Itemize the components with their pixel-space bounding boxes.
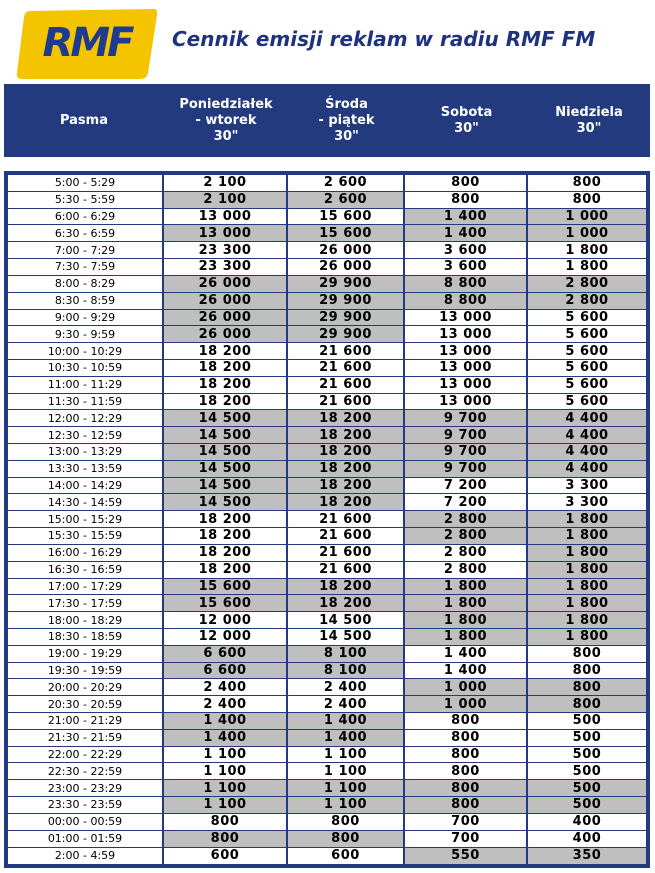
cell-niedziela: 4 400 bbox=[528, 461, 646, 478]
cell-sobota: 1 400 bbox=[405, 663, 528, 680]
table-row bbox=[8, 276, 646, 293]
table-row bbox=[8, 797, 646, 814]
cell-pasmo: 23:30 - 23:59 bbox=[8, 797, 164, 814]
table-row bbox=[8, 646, 646, 663]
cell-sr-pt: 800 bbox=[288, 831, 405, 848]
table-row bbox=[8, 528, 646, 545]
rmf-logo bbox=[16, 7, 158, 81]
header-sr-pt bbox=[288, 84, 405, 157]
header-sobota bbox=[405, 84, 528, 157]
table-row bbox=[8, 696, 646, 713]
cell-sobota: 8 800 bbox=[405, 293, 528, 310]
cell-niedziela: 1 800 bbox=[528, 562, 646, 579]
cell-pasmo: 16:30 - 16:59 bbox=[8, 562, 164, 579]
cell-pon-wt: 18 200 bbox=[164, 394, 288, 411]
cell-pon-wt: 6 600 bbox=[164, 663, 288, 680]
cell-pasmo: 21:00 - 21:29 bbox=[8, 713, 164, 730]
cell-sr-pt: 600 bbox=[288, 848, 405, 865]
cell-pasmo: 14:30 - 14:59 bbox=[8, 494, 164, 511]
cell-pon-wt: 1 100 bbox=[164, 797, 288, 814]
cell-pon-wt: 26 000 bbox=[164, 310, 288, 327]
cell-sobota: 1 000 bbox=[405, 696, 528, 713]
cell-sr-pt: 21 600 bbox=[288, 528, 405, 545]
cell-niedziela: 1 000 bbox=[528, 209, 646, 226]
cell-sr-pt: 29 900 bbox=[288, 310, 405, 327]
table-row bbox=[8, 545, 646, 562]
cell-pasmo: 7:00 - 7:29 bbox=[8, 242, 164, 259]
cell-pasmo: 11:30 - 11:59 bbox=[8, 394, 164, 411]
cell-pon-wt: 23 300 bbox=[164, 259, 288, 276]
cell-sr-pt: 800 bbox=[288, 814, 405, 831]
table-row bbox=[8, 427, 646, 444]
header-niedziela-line-2: 30" bbox=[576, 120, 602, 136]
header-niedziela bbox=[528, 84, 650, 157]
cell-pon-wt: 14 500 bbox=[164, 478, 288, 495]
cell-niedziela: 1 800 bbox=[528, 612, 646, 629]
cell-sr-pt: 8 100 bbox=[288, 646, 405, 663]
cell-pasmo: 17:30 - 17:59 bbox=[8, 595, 164, 612]
cell-sr-pt: 1 100 bbox=[288, 797, 405, 814]
cell-pasmo: 22:00 - 22:29 bbox=[8, 747, 164, 764]
cell-pon-wt: 18 200 bbox=[164, 377, 288, 394]
cell-sobota: 13 000 bbox=[405, 343, 528, 360]
cell-sobota: 1 800 bbox=[405, 612, 528, 629]
cell-pon-wt: 1 400 bbox=[164, 713, 288, 730]
cell-pon-wt: 2 400 bbox=[164, 679, 288, 696]
cell-pon-wt: 2 400 bbox=[164, 696, 288, 713]
cell-pasmo: 12:30 - 12:59 bbox=[8, 427, 164, 444]
cell-sobota: 800 bbox=[405, 780, 528, 797]
table-row bbox=[8, 814, 646, 831]
cell-sr-pt: 29 900 bbox=[288, 326, 405, 343]
table-row bbox=[8, 848, 646, 865]
table-row bbox=[8, 293, 646, 310]
table-row bbox=[8, 461, 646, 478]
cell-sr-pt: 15 600 bbox=[288, 209, 405, 226]
cell-pon-wt: 15 600 bbox=[164, 595, 288, 612]
table-row bbox=[8, 713, 646, 730]
cell-sr-pt: 2 600 bbox=[288, 192, 405, 209]
table-row bbox=[8, 377, 646, 394]
cell-sr-pt: 1 100 bbox=[288, 763, 405, 780]
cell-pasmo: 8:30 - 8:59 bbox=[8, 293, 164, 310]
table-row bbox=[8, 831, 646, 848]
cell-pon-wt: 1 100 bbox=[164, 763, 288, 780]
header-sr-pt-line-2: - piątek bbox=[318, 112, 375, 128]
cell-sobota: 550 bbox=[405, 848, 528, 865]
table-row bbox=[8, 679, 646, 696]
cell-pasmo: 01:00 - 01:59 bbox=[8, 831, 164, 848]
cell-pasmo: 13:00 - 13:29 bbox=[8, 444, 164, 461]
cell-sr-pt: 2 600 bbox=[288, 175, 405, 192]
cell-sr-pt: 26 000 bbox=[288, 242, 405, 259]
cell-sr-pt: 18 200 bbox=[288, 410, 405, 427]
cell-sr-pt: 18 200 bbox=[288, 579, 405, 596]
cell-pasmo: 5:00 - 5:29 bbox=[8, 175, 164, 192]
cell-pasmo: 2:00 - 4:59 bbox=[8, 848, 164, 865]
cell-niedziela: 400 bbox=[528, 831, 646, 848]
cell-sr-pt: 21 600 bbox=[288, 562, 405, 579]
cell-niedziela: 5 600 bbox=[528, 310, 646, 327]
cell-sr-pt: 29 900 bbox=[288, 293, 405, 310]
cell-sr-pt: 1 100 bbox=[288, 780, 405, 797]
logo-text: RMF bbox=[42, 20, 132, 66]
cell-niedziela: 5 600 bbox=[528, 377, 646, 394]
cell-niedziela: 1 800 bbox=[528, 579, 646, 596]
header-pon-wt-line-2: - wtorek bbox=[195, 112, 257, 128]
cell-niedziela: 1 800 bbox=[528, 595, 646, 612]
cell-sobota: 3 600 bbox=[405, 242, 528, 259]
table-row bbox=[8, 763, 646, 780]
cell-pon-wt: 18 200 bbox=[164, 360, 288, 377]
cell-sr-pt: 18 200 bbox=[288, 494, 405, 511]
table-row bbox=[8, 595, 646, 612]
cell-sr-pt: 18 200 bbox=[288, 595, 405, 612]
cell-pasmo: 22:30 - 22:59 bbox=[8, 763, 164, 780]
cell-sr-pt: 21 600 bbox=[288, 377, 405, 394]
cell-sobota: 1 800 bbox=[405, 595, 528, 612]
cell-niedziela: 2 800 bbox=[528, 276, 646, 293]
cell-sr-pt: 21 600 bbox=[288, 360, 405, 377]
cell-pasmo: 16:00 - 16:29 bbox=[8, 545, 164, 562]
cell-sobota: 9 700 bbox=[405, 461, 528, 478]
cell-pasmo: 14:00 - 14:29 bbox=[8, 478, 164, 495]
cell-niedziela: 1 800 bbox=[528, 528, 646, 545]
header-pasma bbox=[4, 84, 164, 157]
cell-sobota: 7 200 bbox=[405, 494, 528, 511]
cell-pasmo: 20:00 - 20:29 bbox=[8, 679, 164, 696]
cell-sobota: 2 800 bbox=[405, 562, 528, 579]
cell-pasmo: 19:30 - 19:59 bbox=[8, 663, 164, 680]
cell-pasmo: 10:30 - 10:59 bbox=[8, 360, 164, 377]
cell-sobota: 1 400 bbox=[405, 209, 528, 226]
cell-sobota: 9 700 bbox=[405, 410, 528, 427]
cell-sobota: 2 800 bbox=[405, 528, 528, 545]
cell-pon-wt: 1 400 bbox=[164, 730, 288, 747]
price-table bbox=[8, 175, 646, 864]
cell-sr-pt: 18 200 bbox=[288, 427, 405, 444]
table-row bbox=[8, 225, 646, 242]
table-row bbox=[8, 175, 646, 192]
cell-sr-pt: 21 600 bbox=[288, 545, 405, 562]
cell-pasmo: 18:00 - 18:29 bbox=[8, 612, 164, 629]
cell-niedziela: 800 bbox=[528, 679, 646, 696]
header-pon-wt-line-1: Poniedziałek bbox=[179, 96, 273, 112]
header-sr-pt-line-3: 30" bbox=[334, 128, 359, 144]
cell-niedziela: 5 600 bbox=[528, 343, 646, 360]
table-row bbox=[8, 629, 646, 646]
cell-sobota: 1 800 bbox=[405, 629, 528, 646]
cell-niedziela: 500 bbox=[528, 780, 646, 797]
table-row bbox=[8, 343, 646, 360]
cell-sr-pt: 1 400 bbox=[288, 713, 405, 730]
table-row bbox=[8, 310, 646, 327]
cell-pon-wt: 14 500 bbox=[164, 494, 288, 511]
table-row bbox=[8, 209, 646, 226]
cell-niedziela: 500 bbox=[528, 747, 646, 764]
cell-niedziela: 800 bbox=[528, 646, 646, 663]
cell-niedziela: 4 400 bbox=[528, 444, 646, 461]
cell-sr-pt: 2 400 bbox=[288, 696, 405, 713]
table-row bbox=[8, 242, 646, 259]
cell-pon-wt: 18 200 bbox=[164, 545, 288, 562]
cell-sr-pt: 1 400 bbox=[288, 730, 405, 747]
cell-niedziela: 500 bbox=[528, 797, 646, 814]
cell-sobota: 13 000 bbox=[405, 326, 528, 343]
cell-sobota: 800 bbox=[405, 730, 528, 747]
cell-niedziela: 800 bbox=[528, 696, 646, 713]
cell-pon-wt: 1 100 bbox=[164, 747, 288, 764]
cell-pasmo: 5:30 - 5:59 bbox=[8, 192, 164, 209]
cell-pasmo: 9:00 - 9:29 bbox=[8, 310, 164, 327]
cell-pon-wt: 18 200 bbox=[164, 562, 288, 579]
table-row bbox=[8, 663, 646, 680]
cell-pasmo: 15:30 - 15:59 bbox=[8, 528, 164, 545]
table-row bbox=[8, 612, 646, 629]
table-row bbox=[8, 394, 646, 411]
cell-pasmo: 21:30 - 21:59 bbox=[8, 730, 164, 747]
cell-niedziela: 500 bbox=[528, 713, 646, 730]
cell-niedziela: 400 bbox=[528, 814, 646, 831]
cell-sr-pt: 26 000 bbox=[288, 259, 405, 276]
cell-pasmo: 6:30 - 6:59 bbox=[8, 225, 164, 242]
cell-sobota: 1 400 bbox=[405, 646, 528, 663]
cell-sobota: 800 bbox=[405, 175, 528, 192]
cell-niedziela: 5 600 bbox=[528, 360, 646, 377]
cell-sr-pt: 2 400 bbox=[288, 679, 405, 696]
cell-pon-wt: 6 600 bbox=[164, 646, 288, 663]
cell-sobota: 1 400 bbox=[405, 225, 528, 242]
cell-pon-wt: 2 100 bbox=[164, 175, 288, 192]
cell-sobota: 8 800 bbox=[405, 276, 528, 293]
cell-pasmo: 10:00 - 10:29 bbox=[8, 343, 164, 360]
table-row bbox=[8, 410, 646, 427]
cell-sobota: 800 bbox=[405, 713, 528, 730]
cell-pon-wt: 18 200 bbox=[164, 343, 288, 360]
cell-pon-wt: 12 000 bbox=[164, 629, 288, 646]
cell-sobota: 13 000 bbox=[405, 394, 528, 411]
cell-pon-wt: 18 200 bbox=[164, 528, 288, 545]
table-row bbox=[8, 511, 646, 528]
cell-sr-pt: 18 200 bbox=[288, 478, 405, 495]
cell-pasmo: 12:00 - 12:29 bbox=[8, 410, 164, 427]
cell-pon-wt: 600 bbox=[164, 848, 288, 865]
cell-niedziela: 3 300 bbox=[528, 494, 646, 511]
cell-pasmo: 15:00 - 15:29 bbox=[8, 511, 164, 528]
table-row bbox=[8, 326, 646, 343]
cell-niedziela: 800 bbox=[528, 663, 646, 680]
cell-sr-pt: 14 500 bbox=[288, 629, 405, 646]
cell-pasmo: 23:00 - 23:29 bbox=[8, 780, 164, 797]
cell-sobota: 800 bbox=[405, 763, 528, 780]
cell-pon-wt: 800 bbox=[164, 831, 288, 848]
table-row bbox=[8, 494, 646, 511]
cell-sr-pt: 18 200 bbox=[288, 461, 405, 478]
header-pon-wt-line-3: 30" bbox=[213, 128, 239, 144]
cell-sr-pt: 18 200 bbox=[288, 444, 405, 461]
table-row bbox=[8, 259, 646, 276]
cell-niedziela: 1 800 bbox=[528, 259, 646, 276]
cell-niedziela: 1 800 bbox=[528, 545, 646, 562]
table-row bbox=[8, 780, 646, 797]
cell-pon-wt: 12 000 bbox=[164, 612, 288, 629]
price-table-frame bbox=[4, 171, 650, 868]
table-row bbox=[8, 562, 646, 579]
cell-pon-wt: 26 000 bbox=[164, 293, 288, 310]
table-row bbox=[8, 444, 646, 461]
table-row bbox=[8, 478, 646, 495]
cell-pon-wt: 15 600 bbox=[164, 579, 288, 596]
header-sobota-line-1: Sobota bbox=[440, 104, 493, 120]
cell-niedziela: 4 400 bbox=[528, 410, 646, 427]
header-pon-wt bbox=[164, 84, 288, 157]
cell-sobota: 3 600 bbox=[405, 259, 528, 276]
cell-niedziela: 1 800 bbox=[528, 242, 646, 259]
table-row bbox=[8, 192, 646, 209]
header-sr-pt-line-1: Środa bbox=[325, 96, 368, 112]
cell-pon-wt: 14 500 bbox=[164, 461, 288, 478]
cell-niedziela: 1 800 bbox=[528, 629, 646, 646]
cell-pon-wt: 13 000 bbox=[164, 225, 288, 242]
cell-niedziela: 500 bbox=[528, 763, 646, 780]
header-pasma-line: Pasma bbox=[59, 112, 108, 128]
cell-pon-wt: 800 bbox=[164, 814, 288, 831]
cell-pasmo: 6:00 - 6:29 bbox=[8, 209, 164, 226]
cell-sobota: 800 bbox=[405, 747, 528, 764]
cell-pon-wt: 14 500 bbox=[164, 444, 288, 461]
cell-sobota: 2 800 bbox=[405, 511, 528, 528]
cell-sobota: 800 bbox=[405, 192, 528, 209]
cell-sr-pt: 21 600 bbox=[288, 394, 405, 411]
header-niedziela-line-1: Niedziela bbox=[555, 104, 623, 120]
cell-sobota: 700 bbox=[405, 814, 528, 831]
cell-sobota: 1 000 bbox=[405, 679, 528, 696]
cell-pasmo: 13:30 - 13:59 bbox=[8, 461, 164, 478]
cell-niedziela: 5 600 bbox=[528, 326, 646, 343]
cell-pon-wt: 13 000 bbox=[164, 209, 288, 226]
cell-pon-wt: 1 100 bbox=[164, 780, 288, 797]
cell-sr-pt: 15 600 bbox=[288, 225, 405, 242]
cell-sobota: 13 000 bbox=[405, 310, 528, 327]
cell-sr-pt: 21 600 bbox=[288, 511, 405, 528]
cell-sobota: 9 700 bbox=[405, 427, 528, 444]
cell-pasmo: 19:00 - 19:29 bbox=[8, 646, 164, 663]
cell-pon-wt: 26 000 bbox=[164, 326, 288, 343]
cell-niedziela: 800 bbox=[528, 192, 646, 209]
cell-sobota: 13 000 bbox=[405, 377, 528, 394]
table-row bbox=[8, 579, 646, 596]
cell-niedziela: 3 300 bbox=[528, 478, 646, 495]
cell-pon-wt: 18 200 bbox=[164, 511, 288, 528]
page-title: Cennik emisji reklam w radiu RMF FM bbox=[172, 27, 596, 51]
cell-pon-wt: 14 500 bbox=[164, 427, 288, 444]
cell-sobota: 13 000 bbox=[405, 360, 528, 377]
header-sobota-line-2: 30" bbox=[454, 120, 479, 136]
cell-sr-pt: 21 600 bbox=[288, 343, 405, 360]
cell-sobota: 2 800 bbox=[405, 545, 528, 562]
cell-niedziela: 1 000 bbox=[528, 225, 646, 242]
table-row bbox=[8, 747, 646, 764]
cell-niedziela: 800 bbox=[528, 175, 646, 192]
cell-pasmo: 20:30 - 20:59 bbox=[8, 696, 164, 713]
cell-sr-pt: 1 100 bbox=[288, 747, 405, 764]
cell-sobota: 800 bbox=[405, 797, 528, 814]
table-row bbox=[8, 360, 646, 377]
cell-pon-wt: 14 500 bbox=[164, 410, 288, 427]
cell-pasmo: 00:00 - 00:59 bbox=[8, 814, 164, 831]
cell-pon-wt: 23 300 bbox=[164, 242, 288, 259]
table-header bbox=[4, 84, 650, 157]
cell-sobota: 1 800 bbox=[405, 579, 528, 596]
cell-niedziela: 2 800 bbox=[528, 293, 646, 310]
cell-sobota: 7 200 bbox=[405, 478, 528, 495]
cell-sobota: 9 700 bbox=[405, 444, 528, 461]
cell-pasmo: 11:00 - 11:29 bbox=[8, 377, 164, 394]
cell-sr-pt: 29 900 bbox=[288, 276, 405, 293]
cell-niedziela: 500 bbox=[528, 730, 646, 747]
cell-pon-wt: 26 000 bbox=[164, 276, 288, 293]
cell-pasmo: 7:30 - 7:59 bbox=[8, 259, 164, 276]
cell-sobota: 700 bbox=[405, 831, 528, 848]
cell-sr-pt: 14 500 bbox=[288, 612, 405, 629]
cell-pasmo: 9:30 - 9:59 bbox=[8, 326, 164, 343]
cell-niedziela: 5 600 bbox=[528, 394, 646, 411]
cell-pasmo: 17:00 - 17:29 bbox=[8, 579, 164, 596]
cell-niedziela: 1 800 bbox=[528, 511, 646, 528]
cell-niedziela: 350 bbox=[528, 848, 646, 865]
cell-sr-pt: 8 100 bbox=[288, 663, 405, 680]
cell-pasmo: 18:30 - 18:59 bbox=[8, 629, 164, 646]
cell-pasmo: 8:00 - 8:29 bbox=[8, 276, 164, 293]
cell-pon-wt: 2 100 bbox=[164, 192, 288, 209]
cell-niedziela: 4 400 bbox=[528, 427, 646, 444]
table-row bbox=[8, 730, 646, 747]
